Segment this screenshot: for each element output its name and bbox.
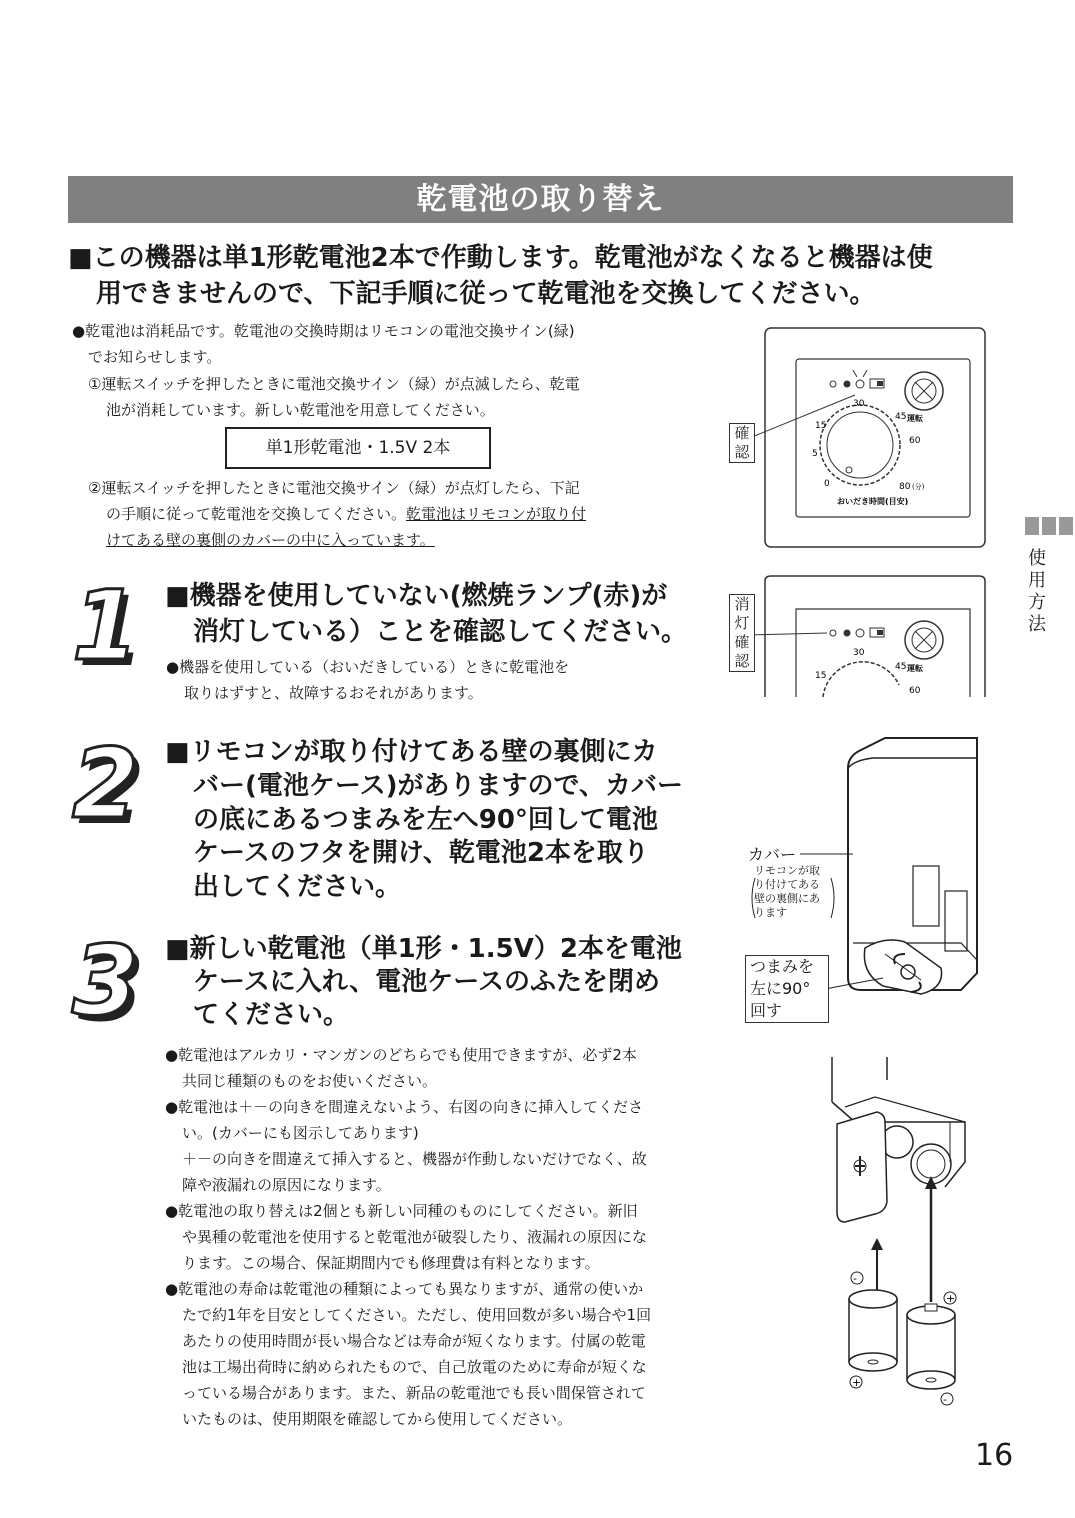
step-3-note-3: ●乾電池は＋－の向きを間違えないよう、右図の向きに挿入してくださ (165, 1098, 644, 1116)
fig2-callout-char-3: 確 (734, 633, 750, 651)
remote-illustration-2 (727, 575, 987, 697)
fig1-dial-60: 60 (909, 436, 921, 446)
knob-note-line-2: 左に90° (750, 979, 811, 998)
remote-figure-2 (727, 575, 987, 697)
fig1-callout (729, 423, 755, 463)
fig1-dial-30: 30 (853, 399, 865, 409)
headline-marker: ■ (68, 243, 93, 273)
remote-illustration-1 (727, 327, 987, 549)
intro-p1-line2: でお知らせします。 (88, 348, 222, 366)
intro-p3-line2-underline: 乾電池はリモコンが取り付 (406, 505, 587, 523)
cover-note-line-4: ります (754, 906, 787, 919)
fig2-callout-char-1: 消 (734, 595, 750, 613)
page-number: 16 (975, 1438, 1014, 1473)
step-3-note-10: ●乾電池の寿命は乾電池の種類によっても異なりますが、通常の使いか (165, 1280, 644, 1298)
step-1-note-2: 取りはずすと、故障するおそれがあります。 (184, 684, 483, 702)
knob-note-line-1: つまみを (750, 957, 815, 976)
cover-note-line-1: リモコンが取 (754, 864, 820, 877)
step-2-number: 2 (72, 728, 139, 840)
fig1-callout-char-2: 認 (734, 443, 750, 461)
knob-note-line-3: 回す (750, 1001, 783, 1020)
intro-p3-line2 (106, 501, 586, 527)
fig1-caption: おいだき時間(目安) (837, 497, 909, 506)
fig1-dial-80: 80 (899, 482, 911, 492)
fig4-plus-1: + (852, 1376, 862, 1389)
intro-p1-line1: ●乾電池は消耗品です。乾電池の交換時期はリモコンの電池交換サイン(緑) (72, 322, 575, 340)
intro-p2-line1: ①運転スイッチを押したときに電池交換サイン（緑）が点滅したら、乾電 (88, 375, 580, 393)
battery-insertion-illustration (825, 1052, 1010, 1412)
step-3-note-7: ●乾電池の取り替えは2個とも新しい同種のものにしてください。新旧 (165, 1202, 638, 1220)
intro-p2-line2: 池が消耗しています。新しい乾電池を用意してください。 (106, 401, 495, 419)
step-2-head-4: ケースのフタを開け、乾電池2本を取り (193, 838, 649, 868)
section-tab-marker (1025, 517, 1075, 535)
intro-p3-line3: けてある壁の裏側のカバーの中に入っています。 (106, 531, 435, 549)
step-3-number: 3 (72, 925, 139, 1037)
fig2-callout-char-2: 灯 (734, 614, 750, 632)
step-3-note-9: ります。この場合、保証期間内でも修理費は有料となります。 (182, 1254, 600, 1272)
fig1-dial-0: 0 (824, 479, 830, 489)
step-3-note-5: ＋－の向きを間違えて挿入すると、機器が作動しないだけでなく、故 (182, 1150, 647, 1168)
fig4-minus-1: - (853, 1272, 857, 1285)
fig1-dial-45: 45 (895, 412, 907, 422)
step-2-head-1: ■リモコンが取り付けてある壁の裏側にカ (165, 737, 658, 767)
cover-note-line-3: 壁の裏側にあ (754, 892, 820, 905)
step-2-head-2: バー(電池ケース)がありますので、カバー (193, 771, 683, 801)
battery-insertion-figure (825, 1052, 1010, 1412)
step-3-note-13: 池は工場出荷時に納められたもので、自己放電のために寿命が短くな (182, 1358, 647, 1376)
step-3-note-14: っている場合があります。また、新品の乾電池でも長い間保管されて (182, 1384, 646, 1402)
fig1-dial-15: 15 (815, 421, 827, 431)
step-3-note-12: あたりの使用時間が長い場合などは寿命が短くなります。付属の乾電 (182, 1332, 646, 1350)
fig2-dial-45: 45 (895, 662, 907, 672)
step-3-note-8: や異種の乾電池を使用すると乾電池が破裂したり、液漏れの原因にな (182, 1228, 648, 1246)
step-1-head-2: 消灯している）ことを確認してください。 (193, 617, 688, 647)
headline-line-1: この機器は単1形乾電池2本で作動します。乾電池がなくなると機器は使 (92, 243, 933, 273)
step-3-note-11: たで約1年を目安としてください。ただし、使用回数が多い場合や1回 (182, 1306, 652, 1324)
fig2-run-label: 運転 (907, 664, 923, 673)
headline (68, 240, 1013, 312)
intro-p3-line1: ②運転スイッチを押したときに電池交換サイン（緑）が点灯したら、下記 (88, 479, 580, 497)
step-3-note-2: 共同じ種類のものをお使いください。 (182, 1072, 438, 1090)
step-3-note-6: 障や液漏れの原因になります。 (182, 1176, 391, 1194)
fig1-dial-5: 5 (812, 449, 818, 459)
step-1-number: 1 (72, 570, 139, 682)
fig1-run-label: 運転 (907, 414, 923, 423)
fig2-dial-60: 60 (909, 686, 921, 696)
step-2-head-5: 出してください。 (193, 872, 402, 902)
step-1-note-1: ●機器を使用している（おいだきしている）ときに乾電池を (166, 658, 570, 676)
fig2-callout (729, 594, 755, 672)
fig2-dial-15: 15 (815, 671, 827, 681)
cover-note (754, 864, 820, 920)
step-3-head-2: ケースに入れ、電池ケースのふたを閉め (193, 967, 660, 997)
step-3-head-1: ■新しい乾電池（単1形・1.5V）2本を電池 (165, 934, 682, 964)
cover-label: カバー (748, 845, 797, 864)
fig4-minus-2: - (943, 1393, 947, 1406)
step-3-note-15: いたものは、使用期限を確認してから使用してください。 (182, 1410, 573, 1428)
step-1-head-1: ■機器を使用していない(燃焼ランプ(赤)が (165, 581, 668, 611)
page-title: 乾電池の取り替え (68, 176, 1013, 223)
step-3-note-1: ●乾電池はアルカリ・マンガンのどちらでも使用できますが、必ず2本 (165, 1046, 637, 1064)
step-3-head-3: てください。 (193, 1000, 350, 1030)
headline-line-2: 用できませんので、下記手順に従って乾電池を交換してください。 (96, 279, 876, 309)
step-3-note-4: い。(カバーにも図示してあります) (182, 1124, 419, 1142)
fig1-callout-char-1: 確 (734, 424, 750, 442)
fig2-callout-char-4: 認 (734, 652, 750, 670)
step-2-head-3: の底にあるつまみを左へ90°回して電池 (193, 805, 658, 835)
fig1-dial-unit: (分) (912, 483, 925, 491)
section-tab-label: 使用方法 (1028, 548, 1046, 635)
remote-figure-1 (727, 327, 987, 549)
intro-p3-line2-plain: の手順に従って乾電池を交換してください。 (106, 505, 407, 523)
fig4-plus-2: + (946, 1292, 956, 1305)
battery-spec-box: 単1形乾電池・1.5V 2本 (225, 427, 491, 469)
knob-callout (745, 955, 829, 1023)
fig2-dial-30: 30 (853, 648, 865, 658)
cover-note-line-2: り付けてある (754, 878, 820, 891)
